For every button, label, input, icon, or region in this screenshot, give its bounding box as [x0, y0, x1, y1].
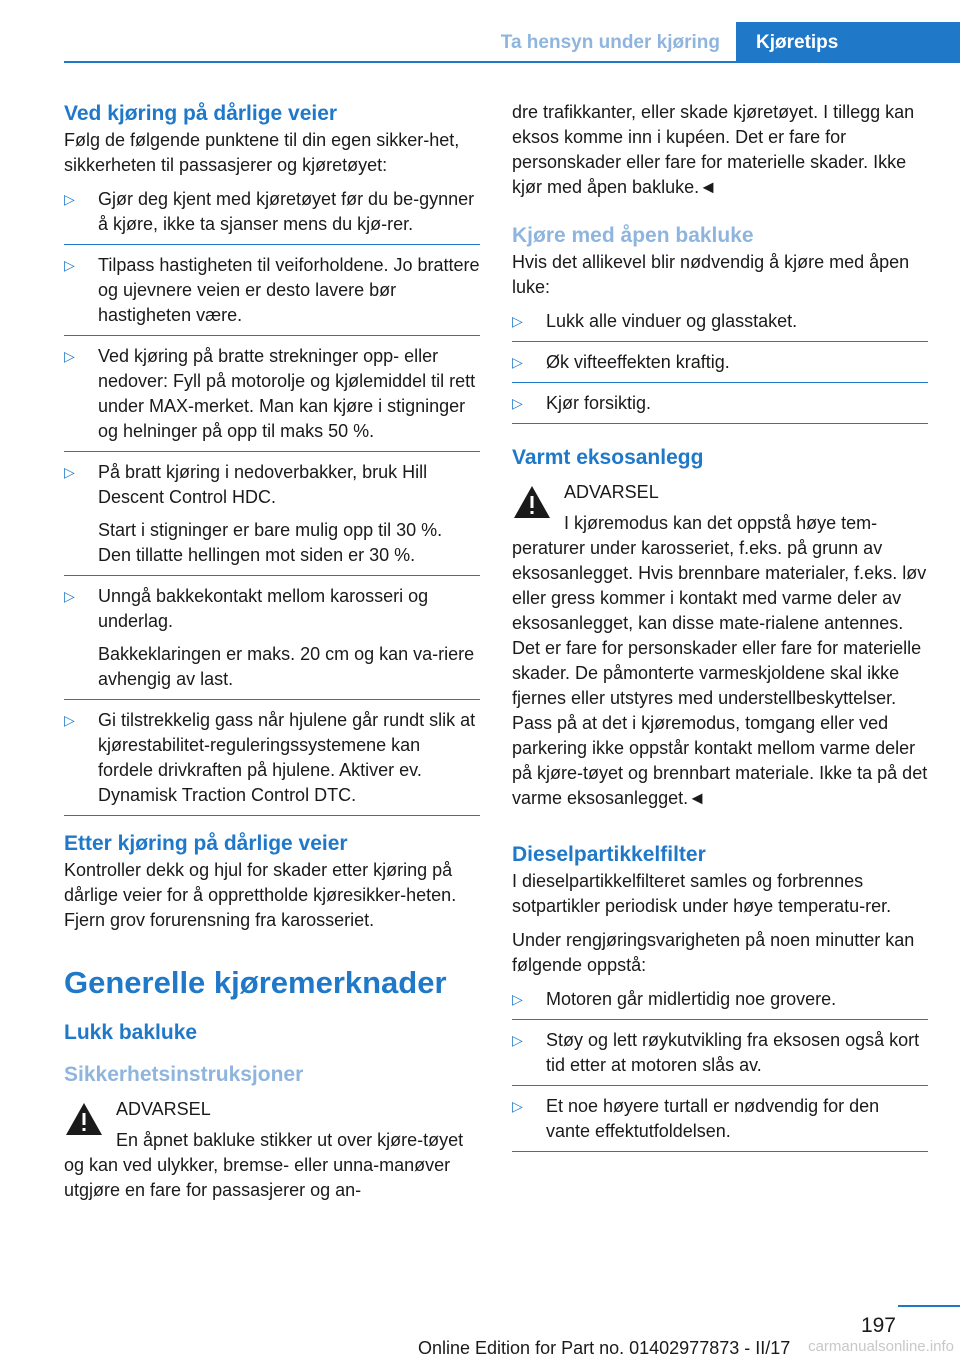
triangle-bullet-icon: ▷ — [512, 1032, 523, 1048]
triangle-bullet-icon: ▷ — [64, 464, 75, 480]
triangle-bullet-icon: ▷ — [64, 191, 75, 207]
footer-rule — [898, 1305, 960, 1307]
heading-general-notes: Generelle kjøremerknader — [64, 965, 447, 1000]
heading-hot-exhaust: Varmt eksosanlegg — [512, 446, 704, 469]
open-tailgate-list — [512, 309, 928, 424]
heading-bad-roads: Ved kjøring på dårlige veier — [64, 102, 338, 125]
triangle-bullet-icon: ▷ — [64, 712, 75, 728]
continued-paragraph: dre trafikkanter, eller skade kjøretøyet. I tillegg kan eksos komme inn i kupéen. Det er fare for personskader eller fare for materielle skader. Ikke kjør med åpen bakluke.◄ — [512, 102, 915, 197]
warning-block — [64, 1097, 480, 1203]
diesel-list — [512, 987, 928, 1152]
warning-block — [512, 480, 928, 811]
triangle-bullet-icon: ▷ — [64, 257, 75, 273]
diesel-paragraph: I dieselpartikkelfilteret samles og forbrennes sotpartikler periodisk under høye temperatu-rer. — [512, 871, 892, 916]
chapter-tab: Kjøretips — [736, 22, 960, 63]
list-item: ▷ Ved kjøring på bratte strekninger opp- eller nedover: Fyll på motorolje og kjølemiddel til rett under MAX-merket. Man kan kjøre i stigninger og helninger på opp til maks 50 %. — [64, 344, 480, 452]
warning-label: ADVARSEL — [116, 1099, 211, 1119]
triangle-bullet-icon: ▷ — [512, 354, 523, 370]
list-item: ▷ Støy og lett røykutvikling fra eksosen også kort tid etter at motoren slås av. — [512, 1028, 928, 1086]
warning-triangle-icon — [512, 484, 552, 520]
heading-diesel-filter: Dieselpartikkelfilter — [512, 843, 706, 866]
list-item: ▷ Lukk alle vinduer og glasstaket. — [512, 309, 928, 342]
warning-text: En åpnet bakluke stikker ut over kjøre-tøyet og kan ved ulykker, bremse- eller unna-manøver utgjøre en fare for passasjerer og an- — [64, 1130, 464, 1200]
left-column — [64, 100, 480, 1203]
edition-text: Online Edition for Part no. 01402977873 - II/17 — [418, 1338, 791, 1358]
right-column — [512, 100, 928, 1160]
list-item: ▷ Et noe høyere turtall er nødvendig for den vante effektutfoldelsen. — [512, 1094, 928, 1152]
heading-open-tailgate: Kjøre med åpen bakluke — [512, 224, 754, 247]
list-item: ▷ På bratt kjøring i nedoverbakker, bruk Hill Descent Control HDC. Start i stigninger er bare mulig opp til 30 %. Den tillatte hellingen mot siden er 30 %. — [64, 460, 480, 576]
warning-text: I kjøremodus kan det oppstå høye tem-peraturer under karosseriet, f.eks. på grunn av eksosanlegget. Hvis brennbare materialer, f.eks. løv eller gress kommer i kontakt med varme deler av eksosanlegget, kan disse mate-rialene antennes. Det er fare for personskader eller fare for materielle skader. De påmonterte varmeskjoldene skal ikke fjernes eller utstyres med understellbeskyttelser. Pass på at det i kjøremodus, tomgang eller ved parkering ikke oppstår kontakt mellom varme deler på kjøre-tøyet og brennbart materiale. Ikke ta på det varme eksosanlegget.◄ — [512, 513, 928, 808]
list-item: ▷ Unngå bakkekontakt mellom karosseri og underlag. Bakkeklaringen er maks. 20 cm og kan va-riere avhengig av last. — [64, 584, 480, 700]
triangle-bullet-icon: ▷ — [512, 991, 523, 1007]
list-item: ▷ Gi tilstrekkelig gass når hjulene går rundt slik at kjørestabilitet-reguleringssystemene kan fordele drivkraften på hjulene. Aktiver ev. Dynamisk Traction Control DTC. — [64, 708, 480, 816]
triangle-bullet-icon: ▷ — [512, 313, 523, 329]
list-item: ▷ Øk vifteeffekten kraftig. — [512, 350, 928, 383]
heading-close-tailgate: Lukk bakluke — [64, 1021, 198, 1044]
list-item: ▷ Kjør forsiktig. — [512, 391, 928, 424]
warning-triangle-icon — [64, 1101, 104, 1137]
page-number: 197 — [860, 1314, 896, 1337]
open-tailgate-paragraph: Hvis det allikevel blir nødvendig å kjøre med åpen luke: — [512, 252, 910, 297]
triangle-bullet-icon: ▷ — [512, 1098, 523, 1114]
after-paragraph: Kontroller dekk og hjul for skader etter kjøring på dårlige veier for å opprettholde kjøresikker-heten. Fjern grov forurensning fra karosseriet. — [64, 860, 457, 930]
list-item: ▷ Motoren går midlertidig noe grovere. — [512, 987, 928, 1020]
section-title: Ta hensyn under kjøring — [500, 32, 720, 53]
diesel-paragraph-2: Under rengjøringsvarigheten på noen minutter kan følgende oppstå: — [512, 930, 915, 975]
heading-safety-instructions: Sikkerhetsinstruksjoner — [64, 1063, 304, 1086]
bad-roads-list — [64, 187, 480, 816]
warning-label: ADVARSEL — [564, 482, 659, 502]
intro-paragraph: Følg de følgende punktene til din egen sikker-het, sikkerheten til passasjerer og kjøretøyet: — [64, 130, 460, 175]
list-item: ▷ Gjør deg kjent med kjøretøyet før du be-gynner å kjøre, ikke ta sjanser mens du kjø-rer. — [64, 187, 480, 245]
watermark: carmanualsonline.info — [808, 1338, 954, 1355]
triangle-bullet-icon: ▷ — [512, 395, 523, 411]
triangle-bullet-icon: ▷ — [64, 348, 75, 364]
list-item: ▷ Tilpass hastigheten til veiforholdene. Jo brattere og ujevnere veien er desto lavere bør hastigheten være. — [64, 253, 480, 336]
heading-after-bad-roads: Etter kjøring på dårlige veier — [64, 832, 348, 855]
triangle-bullet-icon: ▷ — [64, 588, 75, 604]
